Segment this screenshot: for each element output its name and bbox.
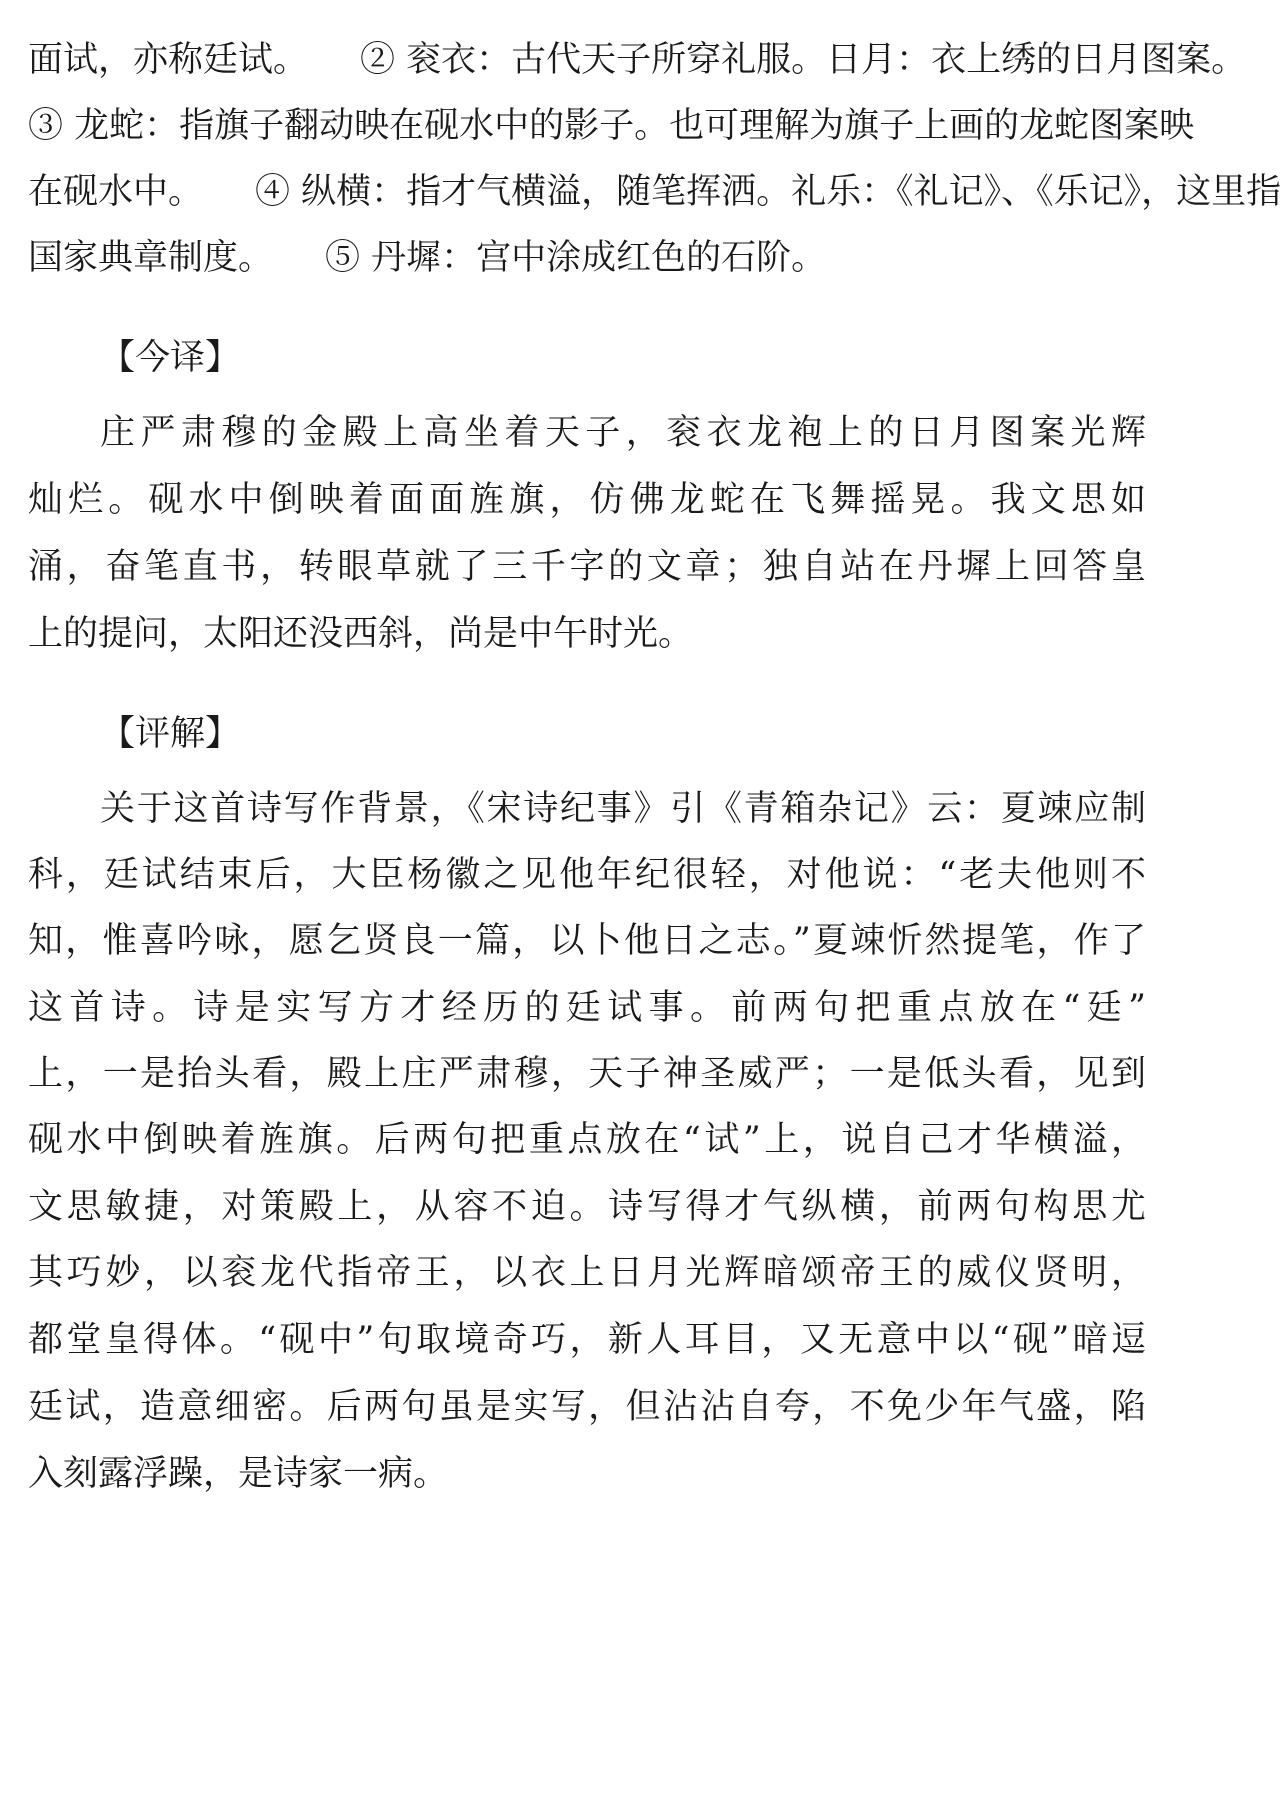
commentary-line-3: 知，惟喜吟咏，愿乞贤良一篇，以卜他日之志。”夏竦忻然提笔，作了: [28, 921, 1146, 961]
commentary-line-1: 关于这首诗写作背景，《宋诗纪事》引《青箱杂记》云：夏竦应制: [100, 789, 1146, 829]
commentary-line-8: 其巧妙，以衮龙代指帝王，以衣上日月光辉暗颂帝王的威仪贤明，: [28, 1253, 1146, 1293]
translation-line-4: 上的提问，太阳还没西斜，尚是中午时光。: [28, 614, 694, 654]
note-4-text: ④ 纵横：指才气横溢，随笔挥洒。礼乐：《礼记》、《乐记》，这里指: [255, 172, 1281, 212]
commentary-line-9: 都堂皇得体。“砚中”句取境奇巧，新人耳目，又无意中以“砚”暗逗: [28, 1320, 1146, 1360]
commentary-line-5: 上，一是抬头看，殿上庄严肃穆，天子神圣威严；一是低头看，见到: [28, 1054, 1146, 1094]
commentary-line-11: 入刻露浮躁，是诗家一病。: [28, 1454, 449, 1494]
translation-line-2: 灿烂。砚水中倒映着面面旌旗，仿佛龙蛇在飞舞摇晃。我文思如: [28, 480, 1146, 520]
commentary-line-6: 砚水中倒映着旌旗。后两句把重点放在“试”上，说自己才华横溢，: [28, 1120, 1146, 1160]
note-line-4: [28, 236, 826, 280]
commentary-line-4: 这首诗。诗是实写方才经历的廷试事。前两句把重点放在“廷”: [28, 988, 1146, 1028]
translation-heading: 【今译】: [100, 338, 241, 378]
note-line-3: [28, 170, 1281, 214]
note-line-2: ③ 龙蛇：指旗子翻动映在砚水中的影子。也可理解为旗子上画的龙蛇图案映: [28, 106, 1195, 146]
note-line-1: [28, 38, 1246, 82]
commentary-line-7: 文思敏捷，对策殿上，从容不迫。诗写得才气纵横，前两句构思尤: [28, 1187, 1146, 1227]
note-text: 面试，亦称廷试。: [28, 40, 309, 80]
note-5-text: ⑤ 丹墀：宫中涂成红色的石阶。: [325, 238, 827, 278]
note-2-text: ② 衮衣：古代天子所穿礼服。日月：衣上绣的日月图案。: [360, 40, 1247, 80]
commentary-heading: 【评解】: [100, 714, 241, 754]
note-text: 在砚水中。: [28, 172, 204, 212]
commentary-line-2: 科，廷试结束后，大臣杨徽之见他年纪很轻，对他说：“老夫他则不: [28, 855, 1146, 895]
note-text: 国家典章制度。: [28, 238, 274, 278]
translation-line-1: 庄严肃穆的金殿上高坐着天子，衮衣龙袍上的日月图案光辉: [100, 413, 1146, 453]
commentary-line-10: 廷试，造意细密。后两句虽是实写，但沾沾自夸，不免少年气盛，陷: [28, 1387, 1146, 1427]
translation-line-3: 涌，奋笔直书，转眼草就了三千字的文章；独自站在丹墀上回答皇: [28, 547, 1146, 587]
